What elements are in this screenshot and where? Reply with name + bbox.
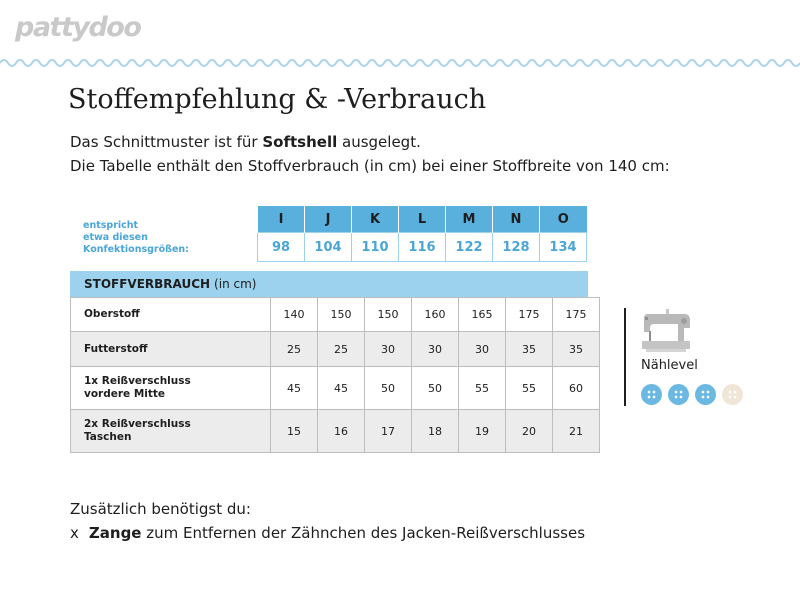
size-number: 116 [399,233,446,262]
size-letter: M [446,206,493,233]
table-row [71,410,600,453]
sewing-level [624,308,754,408]
cell-value: 21 [553,410,600,453]
size-letter: L [399,206,446,233]
intro-text [70,130,670,178]
cell-value: 150 [365,298,412,332]
intro-line-1 [70,130,670,154]
cell-value: 175 [553,298,600,332]
cell-value: 50 [365,367,412,410]
size-letter: N [493,206,540,233]
cell-value: 20 [506,410,553,453]
cell-value: 19 [459,410,506,453]
row-name-line: Taschen [84,431,132,443]
cell-value: 16 [318,410,365,453]
fabric-usage-table [70,297,600,453]
size-letter: I [258,206,305,233]
row-name-line: Oberstoff [84,308,140,320]
additional-items [70,497,585,545]
cell-value: 18 [412,410,459,453]
cell-value: 25 [271,332,318,367]
table-row [71,298,600,332]
cell-value: 35 [506,332,553,367]
size-label-line: etwa diesen [83,232,148,243]
sewing-machine-icon [640,308,694,354]
cell-value: 175 [506,298,553,332]
cell-value: 25 [318,332,365,367]
size-equivalent-label [83,220,189,256]
fabric-usage-header [70,271,588,297]
intro-line-2: Die Tabelle enthält den Stoffverbrauch (in cm) bei einer Stoffbreite von 140 cm: [70,157,670,175]
row-name-line: 1x Reißverschluss [84,375,191,387]
cell-value: 165 [459,298,506,332]
wave-divider [0,56,800,70]
cell-value: 50 [412,367,459,410]
row-name [71,410,271,453]
level-button-icon [722,384,743,405]
size-letter: O [540,206,587,233]
sewing-level-label: Nählevel [641,358,698,373]
size-number-row [258,233,587,262]
fabric-usage-title: STOFFVERBRAUCH [84,277,211,291]
intro-line-1-end: ausgelegt. [337,133,421,151]
cell-value: 35 [553,332,600,367]
row-name-line: vordere Mitte [84,388,166,400]
additional-heading: Zusätzlich benötigst du: [70,500,251,518]
size-letter: J [305,206,352,233]
cell-value: 60 [553,367,600,410]
fabric-usage-unit: (in cm) [214,277,257,291]
level-divider [624,308,626,406]
size-table [257,206,587,262]
cell-value: 30 [365,332,412,367]
row-name-line: Futterstoff [84,342,148,355]
cell-value: 15 [271,410,318,453]
row-name [71,367,271,410]
row-name-line: 2x Reißverschluss [84,418,191,430]
table-row [71,367,600,410]
bullet-mark: x [70,524,79,542]
size-label-line: entspricht [83,220,139,231]
cell-value: 150 [318,298,365,332]
page-title: Stoffempfehlung & -Verbrauch [68,84,487,115]
intro-line-1-start: Das Schnittmuster ist für [70,133,263,151]
cell-value: 140 [271,298,318,332]
cell-value: 30 [412,332,459,367]
cell-value: 45 [271,367,318,410]
size-number: 110 [352,233,399,262]
level-button-icon [695,384,716,405]
cell-value: 45 [318,367,365,410]
size-number: 98 [258,233,305,262]
cell-value: 55 [506,367,553,410]
cell-value: 17 [365,410,412,453]
additional-item [70,521,585,545]
size-number: 122 [446,233,493,262]
table-row [71,332,600,367]
fabric-type: Softshell [262,133,338,151]
pattydoo-logo: pattydoo [15,12,141,43]
cell-value: 55 [459,367,506,410]
size-letter: K [352,206,399,233]
cell-value: 30 [459,332,506,367]
row-name [71,298,271,332]
level-button-icon [641,384,662,405]
size-number: 134 [540,233,587,262]
row-name [71,332,271,367]
size-number: 104 [305,233,352,262]
size-label-line: Konfektionsgrößen: [83,244,189,255]
item-name: Zange [88,524,142,542]
item-description: zum Entfernen der Zähnchen des Jacken-Reißverschlusses [141,524,586,542]
size-letter-row [258,206,587,233]
level-button-icon [668,384,689,405]
cell-value: 160 [412,298,459,332]
size-number: 128 [493,233,540,262]
